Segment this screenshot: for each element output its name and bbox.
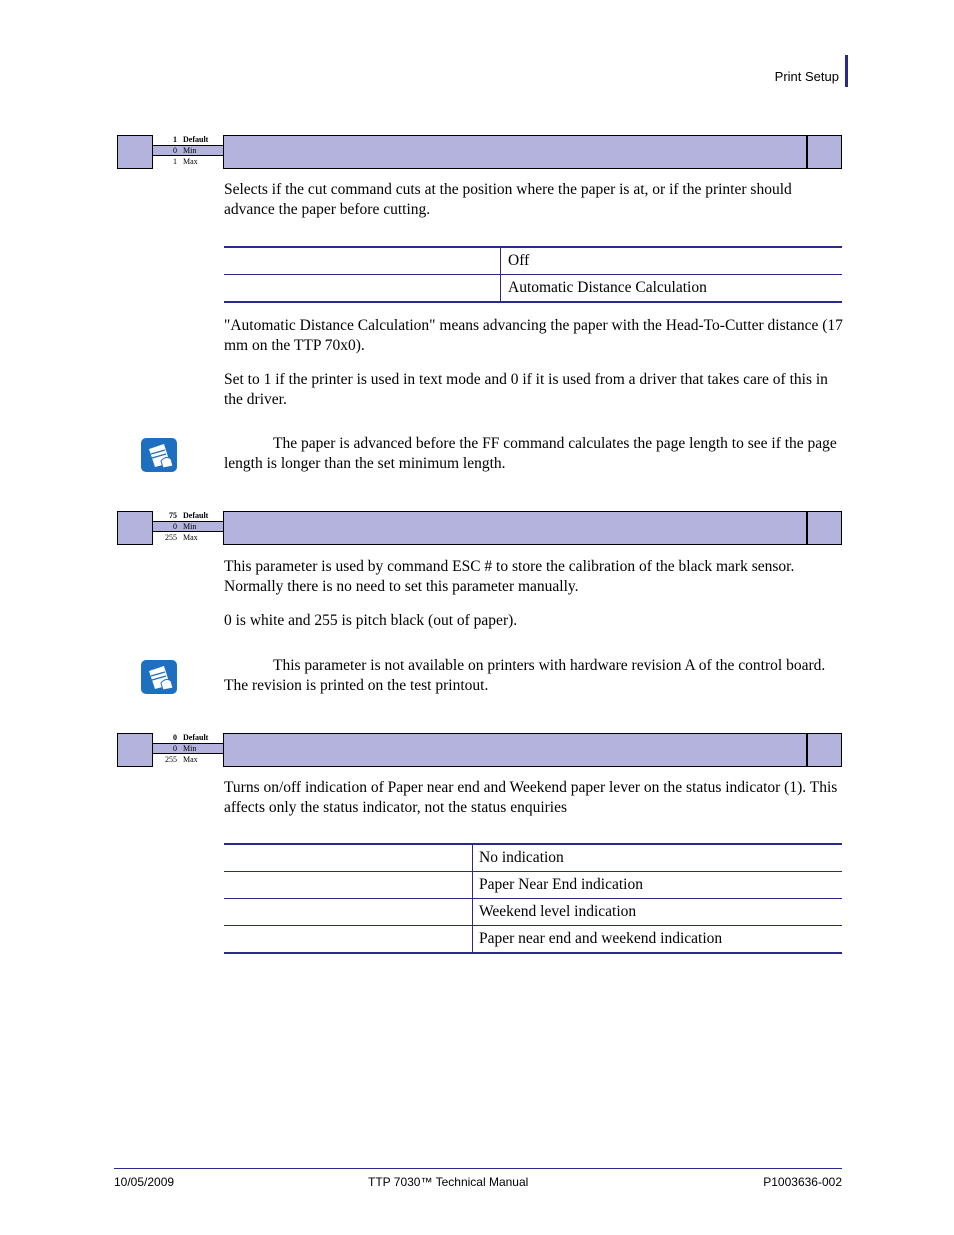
parameter-number-box: [807, 733, 842, 767]
table-row: [224, 845, 842, 872]
footer-doc-number: P1003636-002: [763, 1175, 842, 1189]
table-row: [224, 275, 842, 301]
parameter-values: [153, 733, 223, 767]
section1-paragraph-2: Set to 1 if the printer is used in text mode and 0 if it is used from a driver that takes care of this in the driver.: [224, 371, 828, 408]
default-value: 75: [169, 511, 177, 520]
min-value: 0: [173, 146, 177, 155]
default-value: 0: [173, 733, 177, 742]
max-value: 255: [165, 755, 177, 764]
parameter-number-box: [807, 511, 842, 545]
default-label: Default: [183, 733, 209, 742]
table-cell: Off: [508, 252, 530, 269]
min-label: Min: [183, 522, 197, 531]
section1-note: The paper is advanced before the FF command calculates the page length to see if the page length is longer than the set minimum length.: [224, 435, 837, 472]
table-cell: Weekend level indication: [479, 903, 637, 920]
section2-paragraph-2: 0 is white and 255 is pitch black (out of paper).: [224, 612, 518, 629]
header-accent-bar: [845, 55, 848, 87]
table-row: [224, 926, 842, 952]
table-cell: Automatic Distance Calculation: [508, 279, 707, 296]
parameter-name-box: [223, 135, 807, 169]
note-hand-icon: [140, 659, 178, 695]
min-label: Min: [183, 744, 197, 753]
table-cell: Paper Near End indication: [479, 876, 643, 893]
min-label: Min: [183, 146, 197, 155]
parameter-label-box: [117, 135, 153, 169]
table-cell: No indication: [479, 849, 564, 866]
max-value: 1: [173, 157, 177, 166]
parameter-name-box: [223, 511, 807, 545]
header-section-title: Print Setup: [774, 69, 839, 84]
section2-note: This parameter is not available on printers with hardware revision A of the control board. The revision is printed on the test printout.: [224, 657, 826, 694]
section2-paragraph-1: This parameter is used by command ESC # to store the calibration of the black mark sensor. Normally there is no need to set this parameter manually.: [224, 558, 795, 595]
footer-title: TTP 7030™ Technical Manual: [368, 1175, 529, 1189]
section3-intro: Turns on/off indication of Paper near end and Weekend paper lever on the status indicator (1). This affects only the status indicator, not the status enquiries: [224, 779, 838, 816]
parameter-bar-3: [117, 733, 842, 767]
footer-rule: [114, 1168, 842, 1169]
note-hand-icon: [140, 437, 178, 473]
parameter-values: [153, 135, 223, 169]
parameter-bar-2: [117, 511, 842, 545]
max-label: Max: [183, 157, 198, 166]
max-value: 255: [165, 533, 177, 542]
default-label: Default: [183, 135, 209, 144]
parameter-label-box: [117, 511, 153, 545]
table-cell: Paper near end and weekend indication: [479, 930, 723, 947]
section3-value-table: [224, 843, 842, 954]
section1-intro: Selects if the cut command cuts at the position where the paper is at, or if the printer should advance the paper before cutting.: [224, 181, 792, 218]
table-row: [224, 248, 842, 275]
parameter-bar-1: [117, 135, 842, 169]
default-value: 1: [173, 135, 177, 144]
default-label: Default: [183, 511, 209, 520]
parameter-name-box: [223, 733, 807, 767]
footer-date: 10/05/2009: [114, 1175, 175, 1189]
section1-paragraph-1: "Automatic Distance Calculation" means advancing the paper with the Head-To-Cutter distance (17 mm on the TTP 70x0).: [224, 317, 843, 354]
table-row: [224, 899, 842, 926]
min-value: 0: [173, 522, 177, 531]
max-label: Max: [183, 533, 198, 542]
max-label: Max: [183, 755, 198, 764]
table-row: [224, 872, 842, 899]
parameter-number-box: [807, 135, 842, 169]
section1-value-table: [224, 246, 842, 303]
parameter-label-box: [117, 733, 153, 767]
parameter-values: [153, 511, 223, 545]
min-value: 0: [173, 744, 177, 753]
